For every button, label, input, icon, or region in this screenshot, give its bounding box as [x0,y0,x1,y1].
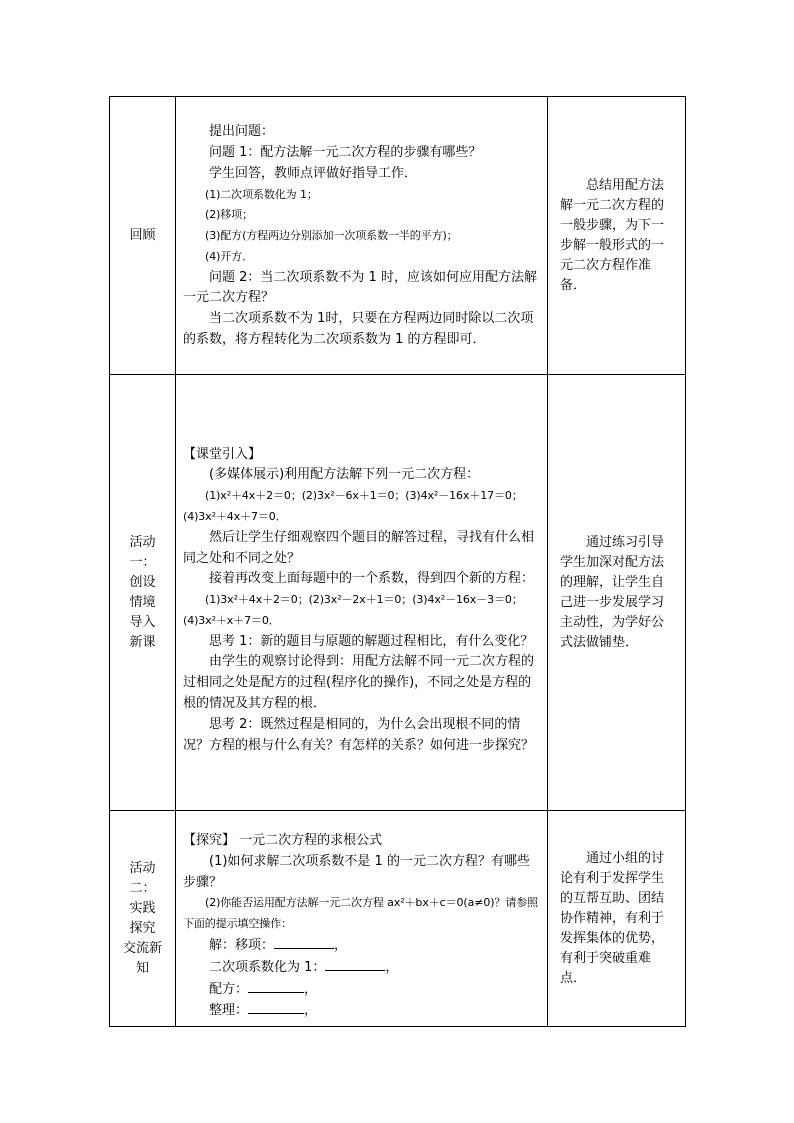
fill-in-tail: ， [304,981,318,997]
table-row [110,811,686,1027]
lesson-plan-table [109,96,686,1027]
content-line: (多媒体展示)利用配方法解下列一元二次方程： [209,467,480,483]
content-heading: 【课堂引入】 [183,446,262,462]
stage-label: 回顾 [129,227,156,243]
design-intent: 总结用配方法解一元二次方程的一般步骤，为下一步解一般形式的一元二次方程作准备． [560,177,665,293]
stage-label: 实践 [129,900,156,916]
stage-label: 交流新 [122,940,162,956]
content-line: 思考 2：既然过程是相同的，为什么会出现根不同的情况？方程的根与什么有关？有怎样的关系？如何进一步探究？ [183,716,535,753]
content-line: 然后让学生仔细观察四个题目的解答过程，寻找有什么相同之处和不同之处？ [183,529,535,566]
fill-in-label: 整理： [209,1003,249,1019]
fill-in-line [183,979,539,1001]
content-line: 问题 1：配方法解一元二次方程的步骤有哪些？ [209,144,482,160]
answer-blank[interactable] [274,935,334,949]
answer-blank[interactable] [248,1000,304,1014]
fill-in-tail: ， [385,959,399,975]
table-row [110,97,686,375]
stage-label: 活动 [129,860,156,876]
fill-in-label: 解：移项： [209,937,275,953]
stage-label: 知 [135,960,149,976]
stage-label: 探究 [129,920,156,936]
design-intent: 通过小组的讨论有利于发挥学生的互帮互助、团结协作精神，有利于发挥集体的优势，有利于突破重难点． [560,850,665,986]
stage-cell [110,811,176,1027]
equation-list: (1)3x²＋4x＋2＝0；(2)3x²－2x＋1＝0；(3)4x²－16x－3＝0；(4)3x²＋x＋7＝0． [183,593,523,627]
answer-blank[interactable] [325,957,385,971]
stage-label: 情境 [129,594,156,610]
intent-cell [548,97,686,375]
intent-cell [548,375,686,811]
stage-cell [110,97,176,375]
content-line: 由学生的观察讨论得到：用配方法解不同一元二次方程的过相同之处是配方的过程(程序化的操作)，不同之处是方程的根的情况及其方程的根． [183,654,535,712]
content-line: (1)如何求解二次项系数不是 1 的一元二次方程？有哪些步骤？ [183,853,530,890]
content-line: (2)移项； [205,208,253,222]
stage-cell [110,375,176,811]
fill-in-label: 二次项系数化为 1： [209,959,326,975]
content-cell [176,811,548,1027]
content-line: 接着再改变上面每题中的一个系数，得到四个新的方程： [209,571,535,587]
content-line: (2)你能否运用配方法解一元二次方程 ax²＋bx＋c＝0(a≠0)？请参照下面的提示填空操作： [183,896,539,931]
answer-blank[interactable] [248,979,304,993]
content-line: 问题 2：当二次项系数不为 1 时，应该如何应用配方法解一元二次方程？ [183,269,537,306]
content-heading: 【探究】 一元二次方程的求根公式 [183,833,383,848]
stage-label: 新课 [129,634,156,650]
fill-in-line [183,957,539,979]
design-intent: 通过练习引导学生加深对配方法的理解，让学生自己进一步发展学习主动性，为学好公式法做铺垫． [560,534,665,650]
stage-label: 导入 [129,614,156,630]
content-line: (3)配方(方程两边分别添加一次项系数一半的平方)； [205,229,458,243]
stage-label: 二： [129,880,156,896]
stage-label: 活动 [129,534,156,550]
content-line: 当二次项系数不为 1时，只要在方程两边同时除以二次项的系数，将方程转化为二次项系数为 1 的方程即可． [183,311,534,348]
content-cell [176,97,548,375]
fill-in-line [183,1000,539,1022]
stage-label: 创设 [129,574,156,590]
content-line: 思考 1：新的题目与原题的解题过程相比，有什么变化？ [209,633,534,649]
content-line: (4)开方． [205,249,253,263]
fill-in-line [183,935,539,957]
equation-list: (1)x²＋4x＋2＝0；(2)3x²－6x＋1＝0；(3)4x²－16x＋17＝0；(4)3x²＋4x＋7＝0． [183,489,523,523]
fill-in-tail: ， [334,937,348,953]
fill-in-tail: ， [304,1003,318,1019]
content-cell [176,375,548,811]
fill-in-label: 配方： [209,981,249,997]
stage-label: 一： [129,554,156,570]
content-line: (1)二次项系数化为 1； [205,187,318,201]
content-line: 学生回答，教师点评做好指导工作． [209,165,418,181]
intent-cell [548,811,686,1027]
content-line: 提出问题： [209,124,275,140]
table-row [110,375,686,811]
